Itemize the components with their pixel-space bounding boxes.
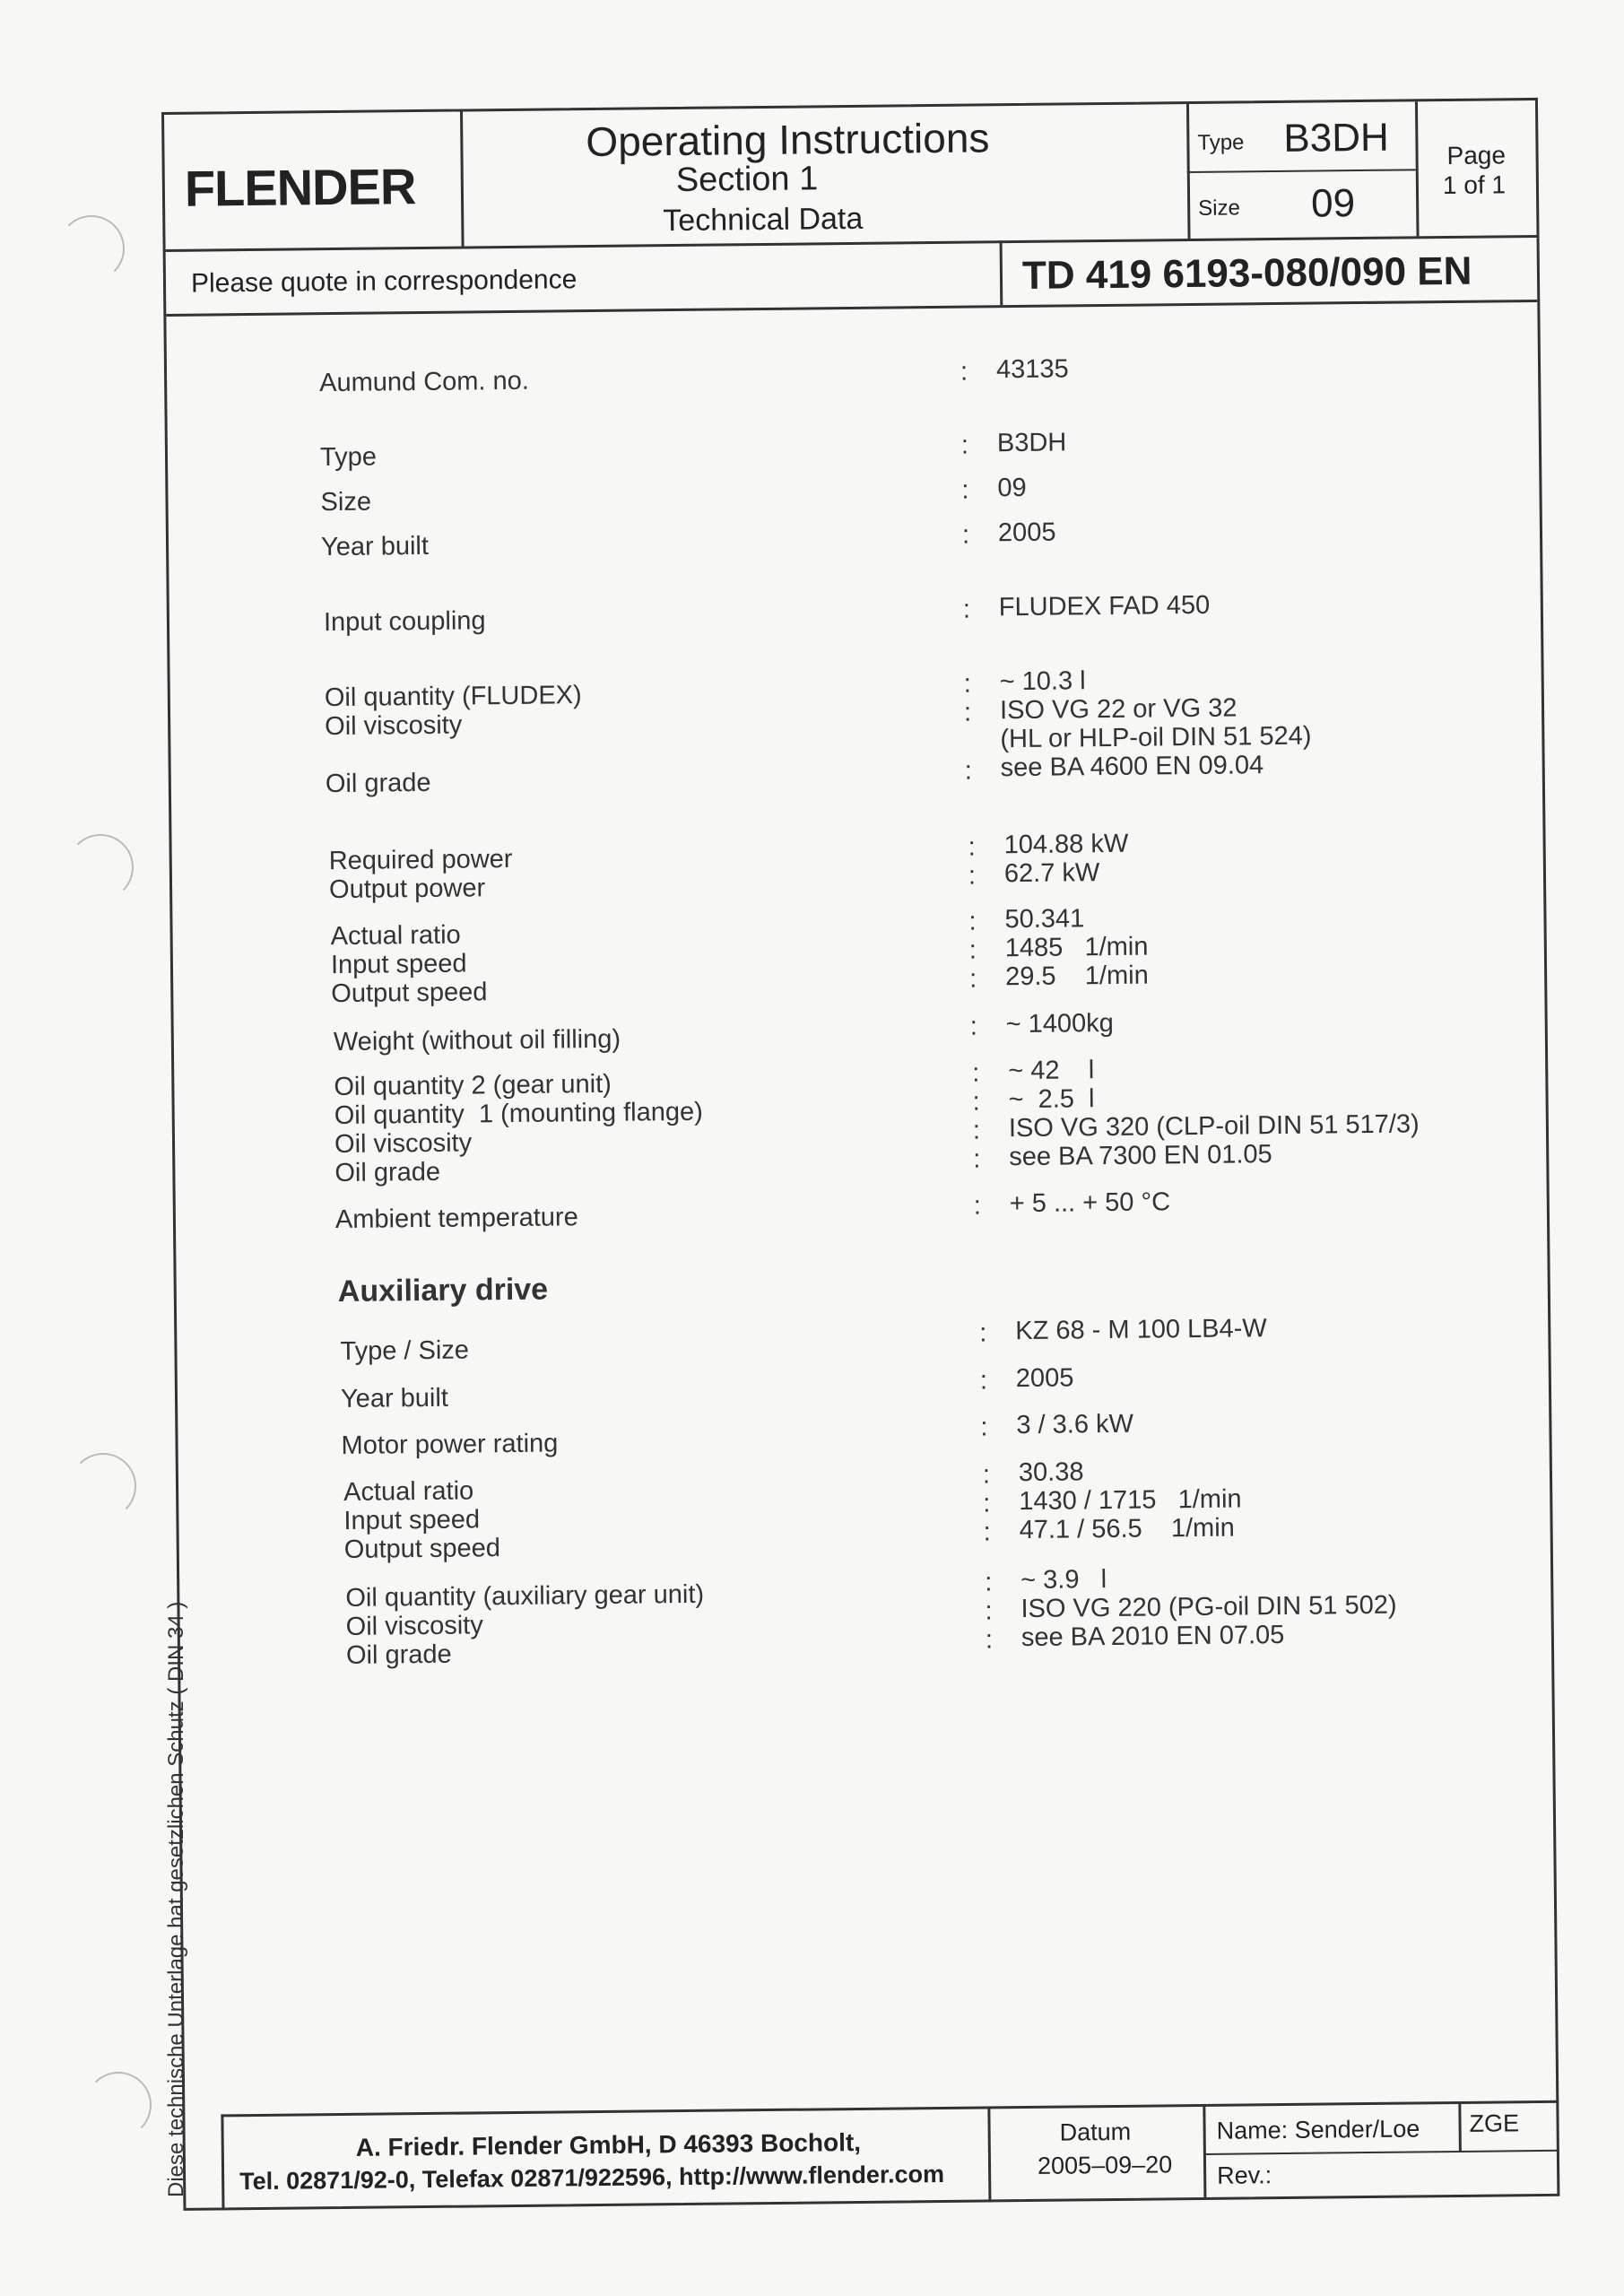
label-aux-year-built: Year built (340, 1383, 449, 1413)
value-aux-oil-grade: see BA 2010 EN 07.05 (1020, 1620, 1285, 1653)
label-aux-actual-ratio: Actual ratio (343, 1476, 474, 1507)
label-aux-oil-quantity: Oil quantity (auxiliary gear unit) (345, 1579, 705, 1613)
value-aux-type-size: KZ 68 - M 100 LB4-W (1015, 1314, 1267, 1346)
subtitle: Technical Data (663, 201, 864, 239)
value-aux-year-built: 2005 (1015, 1363, 1074, 1394)
label-aux-oil-viscosity: Oil viscosity (345, 1611, 483, 1641)
document-frame: FLENDER Operating Instructions Section 1 Technical Data Type B3DH Size 09 Page 1 of 1 Please quote in correspondence TD 419 6193-080/090 EN Aumund Com. no. : 43135 Type : B3DH Size : 09 Year built : 2005 Input coupling : FLUDEX FAD 450 Oil quantity (FLUDEX) : ~ 10.3 l Oil viscosity : ISO VG 22 or VG 32 (HL or HLP-oil DIN 51 524) Oil grade : see BA 4600 EN 09.04 Required power : 104.88 kW Output power : 62.7 kW Actual ratio : 50.341 Input speed : 1485 1/min Output speed : 29.5 1/min Weight (without oil filling) : ~ 1400kg Oil quantity 2 (gear unit) : ~ 42 l Oil quantity 1 (mounting flange) : ~ 2.5 l Oil viscosity : ISO VG 320 (CLP-oil DIN 51 517/3) Oil grade : see BA 7300 EN 01.05 Ambient temperature : + 5 ... + 50 °C Auxiliary drive Type / Size : KZ 68 - M 100 LB4-W Year built : 2005 Motor power rating : 3 / 3.6 kW Actual ratio : 30.38 Input speed : 1430 / 1715 1/min Output speed : 47.1 / 56.5 1/min Oil quantity (auxiliary gear unit) : ~ 3.9 l Oil viscosity : ISO VG 220 (PG-oil DIN 51 502) Oil grade : see BA 2010 EN 07.05 A. Friedr. Flender GmbH, D 46393 Bocholt, Tel. 02871/92-0, Telefax 02871/922596, http://www.flender.com Datum 2005–09–20 Name: Sender/Loe Rev.: ZGE (161, 98, 1559, 2211)
label-aux-motor-power: Motor power rating (341, 1429, 559, 1460)
value-actual-ratio: 50.341 (1004, 904, 1085, 935)
label-actual-ratio: Actual ratio (330, 920, 461, 952)
label-aux-type-size: Type / Size (340, 1335, 470, 1366)
label-ambient-temperature: Ambient temperature (334, 1203, 578, 1235)
value-aux-output-speed: 47.1 / 56.5 1/min (1019, 1513, 1235, 1545)
value-aux-motor-power: 3 / 3.6 kW (1016, 1409, 1134, 1440)
label-oil-grade: Oil grade (325, 768, 431, 799)
type-value: B3DH (1283, 115, 1390, 161)
datum-label: Datum (1059, 2118, 1132, 2146)
value-ambient-temperature: + 5 ... + 50 °C (1009, 1187, 1171, 1219)
value-required-power: 104.88 kW (1003, 829, 1129, 860)
label-oil-quantity-fludex: Oil quantity (FLUDEX) (324, 681, 582, 713)
label-oil-viscosity-2: Oil viscosity (334, 1128, 473, 1160)
value-oil-quantity-fludex: ~ 10.3 l (999, 666, 1086, 697)
revision-label: Rev.: (1217, 2161, 1272, 2189)
section-title: Section 1 (675, 160, 819, 199)
size-value: 09 (1310, 181, 1356, 226)
value-aux-actual-ratio: 30.38 (1018, 1457, 1084, 1488)
document-title: Operating Instructions (586, 114, 990, 166)
value-year-built: 2005 (997, 517, 1056, 548)
value-input-coupling: FLUDEX FAD 450 (998, 590, 1211, 622)
value-output-speed: 29.5 1/min (1004, 961, 1149, 992)
page-label: Page (1446, 141, 1507, 170)
company-contact: Tel. 02871/92-0, Telefax 02871/922596, http://www.flender.com (239, 2160, 945, 2196)
value-aux-input-speed: 1430 / 1715 1/min (1019, 1484, 1242, 1517)
value-weight: ~ 1400kg (1005, 1008, 1115, 1039)
value-aux-oil-viscosity: ISO VG 220 (PG-oil DIN 51 502) (1020, 1590, 1397, 1624)
value-oil-grade-2: see BA 7300 EN 01.05 (1009, 1140, 1272, 1172)
label-required-power: Required power (328, 844, 513, 876)
value-output-power: 62.7 kW (1003, 858, 1100, 889)
value-aumund-com-no: 43135 (995, 354, 1069, 385)
label-oil-quantity-gear-unit: Oil quantity 2 (gear unit) (334, 1069, 612, 1102)
name-label: Name: Sender/Loe (1216, 2115, 1420, 2144)
value-input-speed: 1485 1/min (1004, 932, 1149, 963)
value-oil-quantity-mounting-flange: ~ 2.5 l (1008, 1084, 1095, 1115)
side-note: Diese technische Unterlage hat gesetzlichen Schutz ( DIN 34 ) (164, 1601, 188, 2197)
label-oil-grade-2: Oil grade (334, 1157, 441, 1188)
punch-hole (58, 215, 125, 282)
label-size: Size (320, 487, 372, 517)
label-aux-output-speed: Output speed (343, 1534, 501, 1564)
label-oil-quantity-mounting-flange: Oil quantity 1 (mounting flange) (334, 1097, 703, 1131)
punch-hole (67, 834, 134, 900)
label-output-power: Output power (328, 874, 486, 905)
label-oil-viscosity: Oil viscosity (325, 710, 463, 742)
value-size: 09 (997, 473, 1027, 503)
label-type: Type (319, 442, 378, 473)
quote-text: Please quote in correspondence (190, 265, 578, 299)
code-label: ZGE (1469, 2109, 1520, 2137)
auxiliary-drive-heading: Auxiliary drive (337, 1272, 549, 1309)
label-aumund-com-no: Aumund Com. no. (319, 366, 530, 398)
label-input-coupling: Input coupling (323, 606, 486, 638)
flender-logo: FLENDER (184, 158, 416, 217)
label-aux-oil-grade: Oil grade (345, 1639, 452, 1670)
value-aux-oil-quantity: ~ 3.9 l (1020, 1565, 1107, 1596)
page-value: 1 of 1 (1442, 170, 1507, 200)
label-aux-input-speed: Input speed (343, 1505, 481, 1535)
punch-hole (70, 1453, 136, 1519)
punch-hole (85, 2072, 152, 2138)
document-number: TD 419 6193-080/090 EN (1021, 248, 1472, 298)
size-label: Size (1198, 196, 1241, 221)
value-oil-viscosity-2: ISO VG 320 (CLP-oil DIN 51 517/3) (1008, 1109, 1420, 1144)
label-output-speed: Output speed (331, 978, 488, 1009)
value-oil-viscosity: ISO VG 22 or VG 32 (999, 693, 1238, 726)
value-type: B3DH (996, 428, 1067, 458)
value-oil-viscosity-note: (HL or HLP-oil DIN 51 524) (1000, 721, 1312, 754)
label-weight: Weight (without oil filling) (333, 1024, 621, 1057)
value-oil-quantity-gear-unit: ~ 42 l (1008, 1056, 1095, 1086)
company-name: A. Friedr. Flender GmbH, D 46393 Bocholt, (355, 2127, 862, 2161)
label-year-built: Year built (320, 531, 430, 562)
datum-value: 2005–09–20 (1037, 2151, 1173, 2179)
label-input-speed: Input speed (330, 949, 467, 980)
value-oil-grade: see BA 4600 EN 09.04 (1000, 751, 1264, 783)
type-label: Type (1197, 130, 1245, 155)
